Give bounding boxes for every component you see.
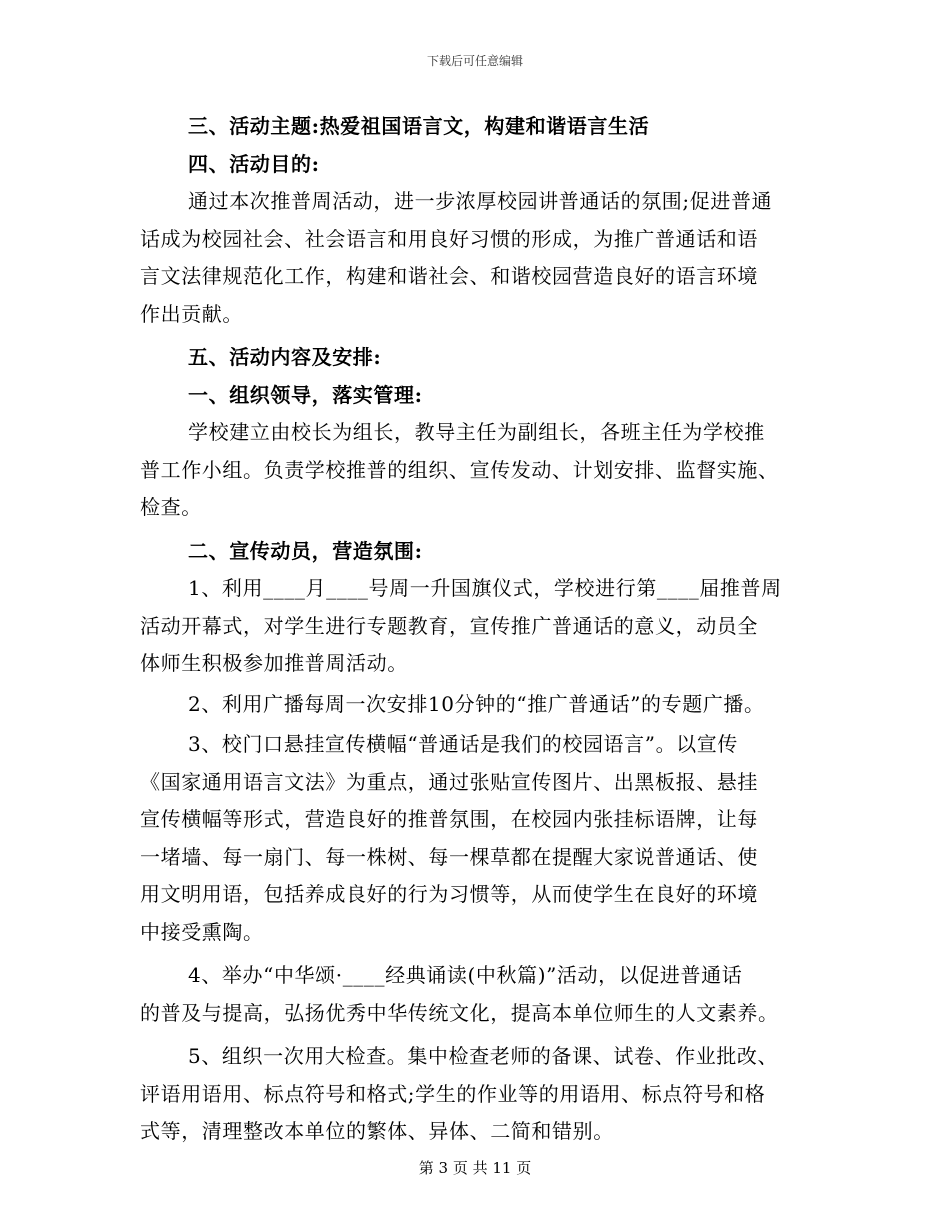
- paragraph-line: 话成为校园社会、社会语言和用良好习惯的形成，为推广普通话和语: [140, 226, 758, 251]
- paragraph-line: 宣传横幅等形式，营造良好的推普氛围，在校园内张挂标语牌，让每: [140, 807, 758, 831]
- list-item-1: 1、利用____月____号周一升国旗仪式，学校进行第____届推普周: [188, 576, 782, 600]
- subsection-heading-organize: 一、组织领导，落实管理:: [188, 382, 423, 407]
- paragraph-line: 一堵墙、每一扇门、每一株树、每一棵草都在提醒大家说普通话、使: [140, 844, 758, 869]
- document-body: [140, 108, 808, 1151]
- section-heading-theme: 三、活动主题:热爱祖国语言文，构建和谐语言生活: [188, 114, 650, 138]
- paragraph-line: 的普及与提高，弘扬优秀中华传统文化，提高本单位师生的人文素养。: [140, 1000, 779, 1025]
- paragraph-line: 言文法律规范化工作，构建和谐社会、和谐校园营造良好的语言环境: [140, 264, 758, 288]
- section-heading-content: 五、活动内容及安排:: [188, 345, 382, 369]
- paragraph-line: 活动开幕式，对学生进行专题教育，宣传推广普通话的意义，动员全: [140, 613, 758, 638]
- page-header: 下载后可任意编辑: [426, 54, 523, 68]
- section-heading-purpose: 四、活动目的:: [188, 151, 320, 176]
- list-item-4: 4、举办“中华颂·____经典诵读(中秋篇)”活动，以促进普通话: [188, 963, 743, 987]
- list-item-5: 5、组织一次用大检查。集中检查老师的备课、试卷、作业批改、: [188, 1044, 779, 1068]
- paragraph-line: 通过本次推普周活动，进一步浓厚校园讲普通话的氛围;促进普通: [188, 189, 773, 213]
- paragraph-line: 用文明用语，包括养成良好的行为习惯等，从而使学生在良好的环境: [140, 882, 758, 906]
- subsection-heading-publicity: 二、宣传动员，营造氛围:: [188, 538, 423, 563]
- paragraph-line: 学校建立由校长为组长，教导主任为副组长，各班主任为学校推: [188, 420, 765, 444]
- paragraph-line: 普工作小组。负责学校推普的组织、宣传发动、计划安排、监督实施、: [140, 457, 779, 482]
- paragraph-line: 检查。: [140, 495, 202, 519]
- paragraph-line: 体师生积极参加推普周活动。: [140, 651, 408, 675]
- paragraph-line: 中接受熏陶。: [140, 919, 264, 944]
- list-item-2: 2、利用广播每周一次安排10分钟的“推广普通话”的专题广播。: [188, 691, 765, 716]
- paragraph-line: 作出贡献。: [140, 301, 243, 326]
- paragraph-line: 评语用语用、标点符号和格式;学生的作业等的用语用、标点符号和格: [140, 1081, 766, 1106]
- list-item-3: 3、校门口悬挂宣传横幅“普通话是我们的校园语言”。以宣传: [188, 732, 738, 756]
- paragraph-line: 式等，清理整改本单位的繁体、异体、二简和错别。: [140, 1119, 614, 1143]
- paragraph-line: 《国家通用语言文法》为重点，通过张贴宣传图片、出黑板报、悬挂: [140, 769, 758, 794]
- page-footer: 第 3 页 共 11 页: [418, 1159, 532, 1177]
